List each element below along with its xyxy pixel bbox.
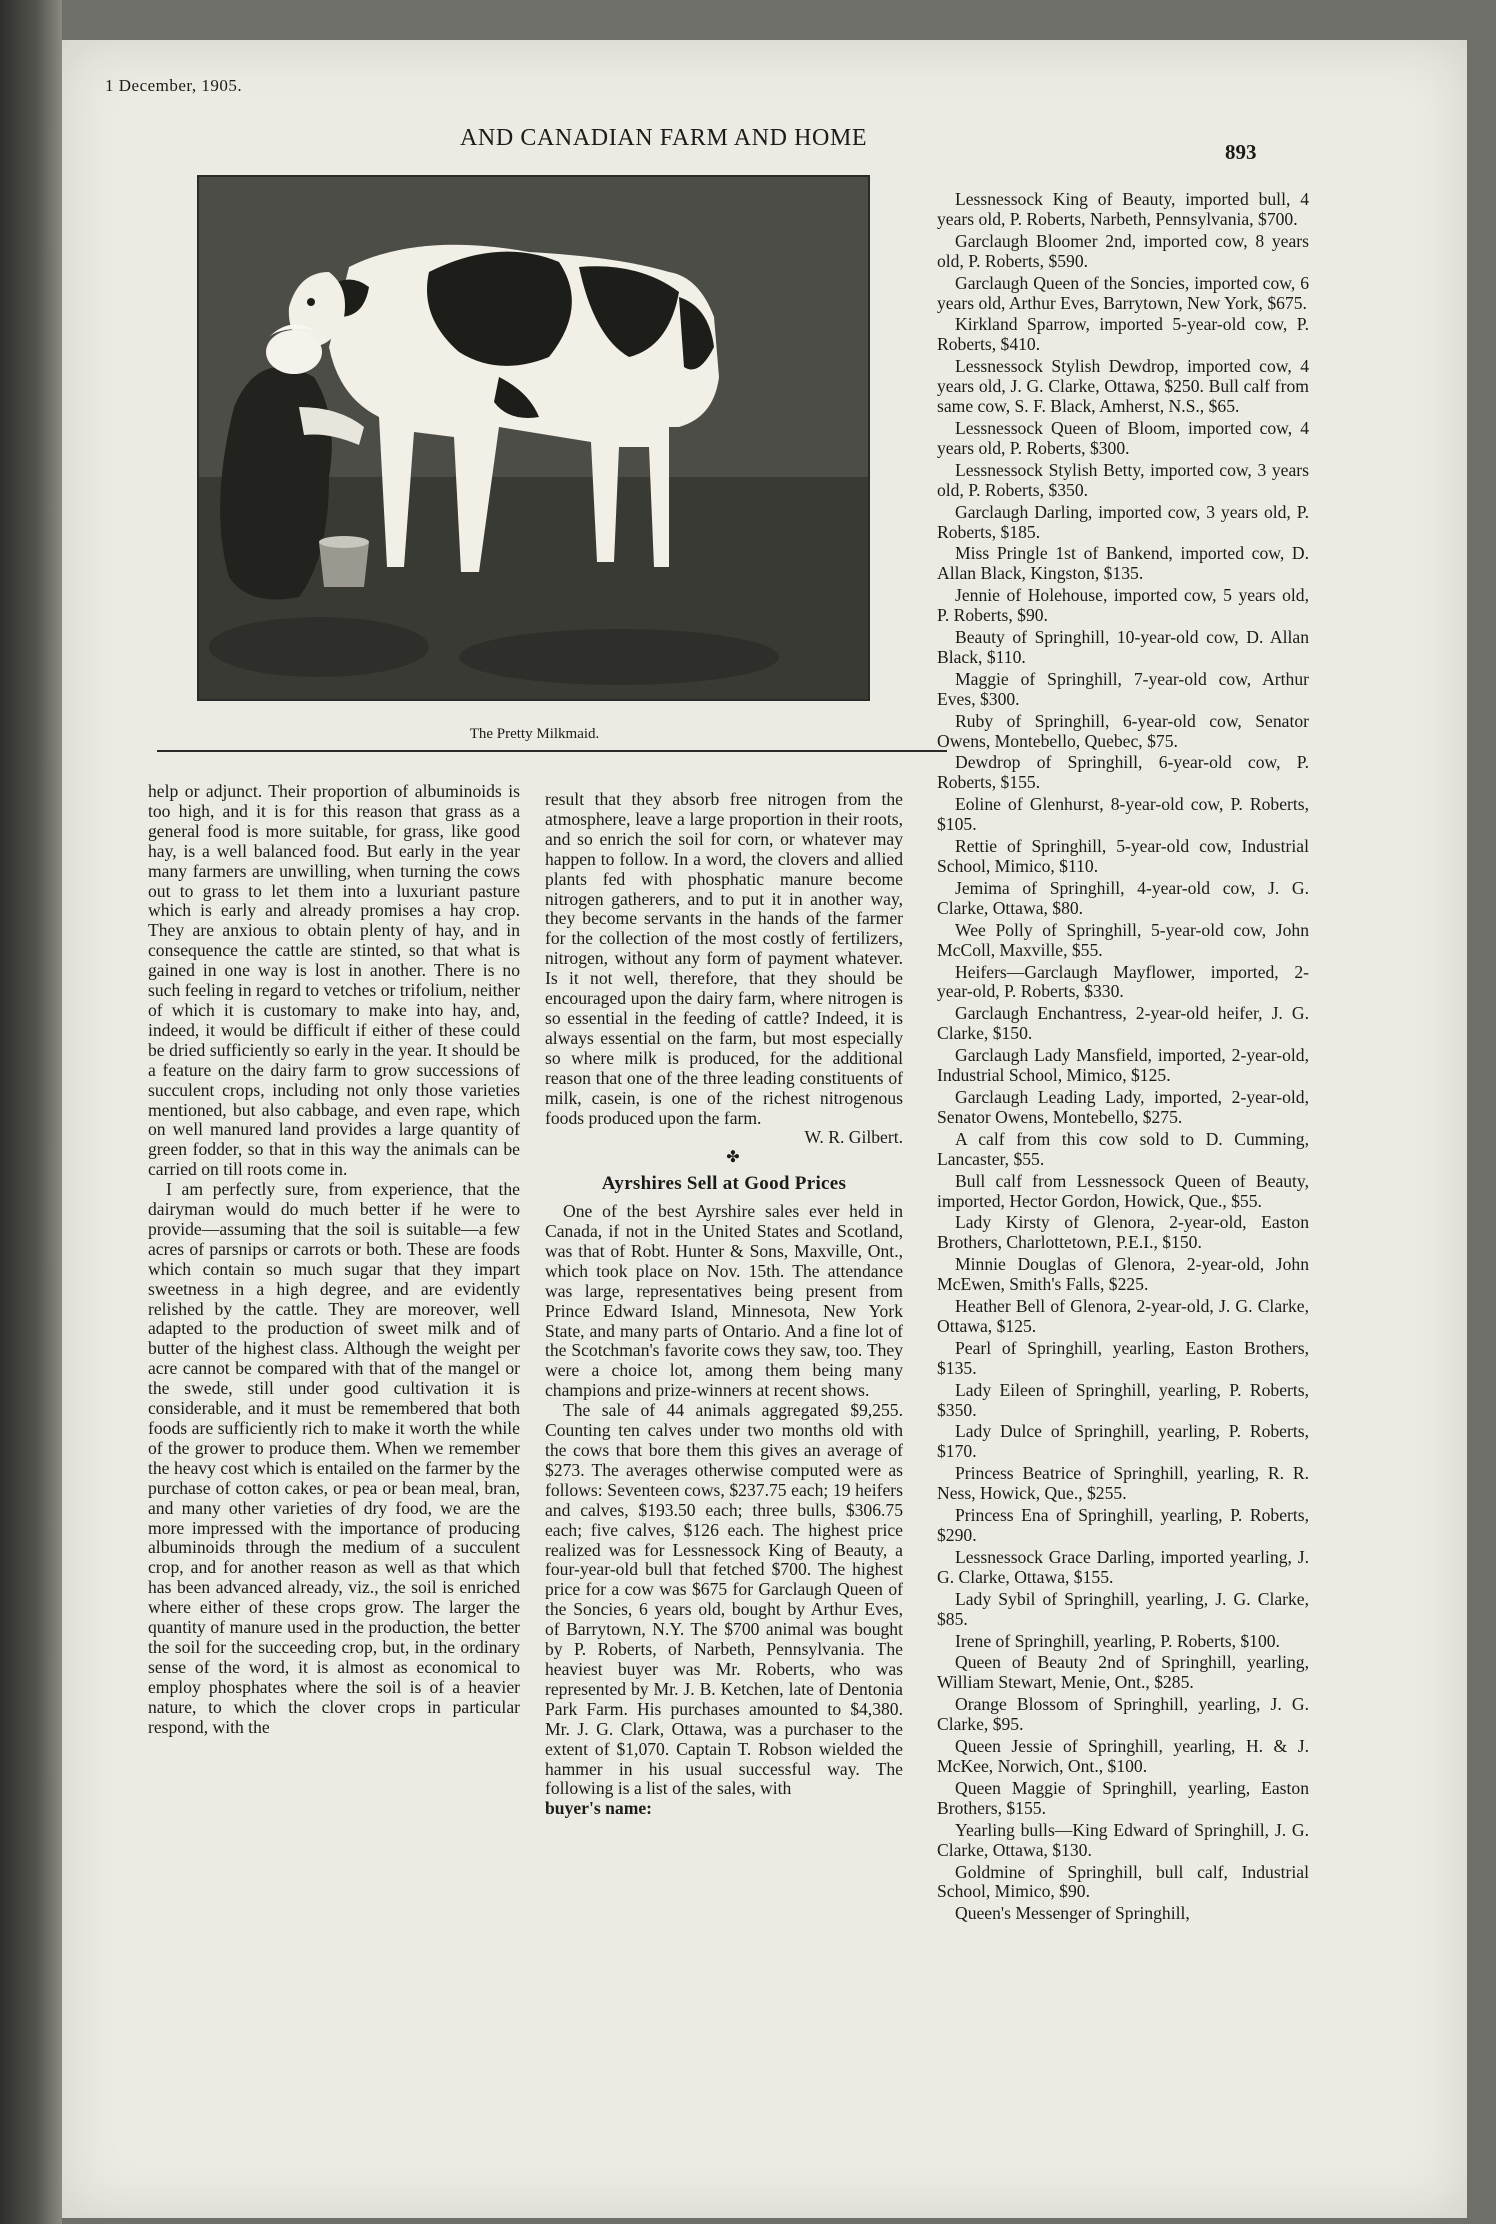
article-column-left <box>148 782 520 2102</box>
sale-entry: Lady Sybil of Springhill, yearling, J. G. Clarke, $85. <box>937 1588 1309 1629</box>
sale-entry: Dewdrop of Springhill, 6-year-old cow, P. Roberts, $155. <box>937 752 1309 793</box>
sale-entry: Eoline of Glenhurst, 8-year-old cow, P. Roberts, $105. <box>937 794 1309 835</box>
sale-entry: Kirkland Sparrow, imported 5-year-old cow, P. Roberts, $410. <box>937 314 1309 355</box>
sale-entry: Minnie Douglas of Glenora, 2-year-old, John McEwen, Smith's Falls, $225. <box>937 1254 1309 1295</box>
sale-entry: Pearl of Springhill, yearling, Easton Brothers, $135. <box>937 1337 1309 1378</box>
milkmaid-illustration <box>199 177 868 699</box>
sale-entry: Wee Polly of Springhill, 5-year-old cow, John McColl, Maxville, $55. <box>937 919 1309 960</box>
sale-entry: Jennie of Holehouse, imported cow, 5 years old, P. Roberts, $90. <box>937 585 1309 626</box>
sale-entry: Ruby of Springhill, 6-year-old cow, Senator Owens, Montebello, Quebec, $75. <box>937 710 1309 751</box>
sale-entry: Lessnessock Stylish Betty, imported cow, 3 years old, P. Roberts, $350. <box>937 459 1309 500</box>
sale-entry: Maggie of Springhill, 7-year-old cow, Arthur Eves, $300. <box>937 668 1309 709</box>
sale-entry: Garclaugh Enchantress, 2-year-old heifer, J. G. Clarke, $150. <box>937 1003 1309 1044</box>
sale-entry: Garclaugh Lady Mansfield, imported, 2-year-old, Industrial School, Mimico, $125. <box>937 1045 1309 1086</box>
sale-entry: Lessnessock Grace Darling, imported yearling, J. G. Clarke, Ottawa, $155. <box>937 1546 1309 1587</box>
section-heading: Ayrshires Sell at Good Prices <box>601 1173 847 1195</box>
sales-list-column <box>937 190 1309 2105</box>
photo-caption: The Pretty Milkmaid. <box>469 726 600 742</box>
sale-entry: Yearling bulls—King Edward of Springhill, J. G. Clarke, Ottawa, $130. <box>937 1819 1309 1860</box>
section-divider <box>157 750 947 752</box>
milkmaid-photo <box>197 175 870 701</box>
sale-entry: Lady Kirsty of Glenora, 2-year-old, Easton Brothers, Charlottetown, P.E.I., $150. <box>937 1212 1309 1253</box>
list-intro: buyer's name: <box>545 1798 653 1819</box>
sale-entry: Garclaugh Leading Lady, imported, 2-year-old, Senator Owens, Montebello, $275. <box>937 1086 1309 1127</box>
sale-entry: Garclaugh Queen of the Soncies, imported cow, 6 years old, Arthur Eves, Barrytown, New York, $675. <box>937 272 1309 313</box>
sale-entry: Orange Blossom of Springhill, yearling, J. G. Clarke, $95. <box>937 1694 1309 1735</box>
running-title: AND CANADIAN FARM AND HOME <box>460 125 868 151</box>
sale-entry: Heather Bell of Glenora, 2-year-old, J. G. Clarke, Ottawa, $125. <box>937 1296 1309 1336</box>
sale-entry: Princess Beatrice of Springhill, yearling, R. R. Ness, Howick, Que., $255. <box>937 1463 1309 1504</box>
article-column-middle <box>545 790 903 2105</box>
sale-entry: Queen Maggie of Springhill, yearling, Easton Brothers, $155. <box>937 1777 1309 1818</box>
sale-entry: Heifers—Garclaugh Mayflower, imported, 2-year-old, P. Roberts, $330. <box>937 961 1309 1002</box>
page-number: 893 <box>1225 140 1257 164</box>
paragraph: One of the best Ayrshire sales ever held in Canada, if not in the United States and Scotland, was that of Robt. Hunter & Sons, Maxville, Ont., which took place on Nov. 15th. The attendance was large, representatives being present from Prince Edward Island, Minnesota, New York State, and many parts of Ontario. And a fine lot of the Scotchman's favorite cows they saw, too. They were a choice lot, among them being many champions and prize-winners at recent shows. <box>545 1201 903 1401</box>
issue-date: 1 December, 1905. <box>105 76 243 95</box>
sale-entry: Lady Dulce of Springhill, yearling, P. Roberts, $170. <box>937 1421 1309 1462</box>
sale-entry: Lessnessock Stylish Dewdrop, imported cow, 4 years old, J. G. Clarke, Ottawa, $250. Bull calf from same cow, S. F. Black, Amherst, N.S., $65. <box>937 356 1309 417</box>
sale-entry: Bull calf from Lessnessock Queen of Beauty, imported, Hector Gordon, Howick, Que., $55. <box>937 1170 1309 1211</box>
sale-entry: Garclaugh Darling, imported cow, 3 years old, P. Roberts, $185. <box>937 501 1309 542</box>
sale-entry: Lessnessock King of Beauty, imported bull, 4 years old, P. Roberts, Narbeth, Pennsylvania, $700. <box>937 190 1309 229</box>
book-binding <box>0 0 62 2224</box>
sale-entry: Rettie of Springhill, 5-year-old cow, Industrial School, Mimico, $110. <box>937 836 1309 876</box>
sale-entry: Garclaugh Bloomer 2nd, imported cow, 8 years old, P. Roberts, $590. <box>937 230 1309 271</box>
sale-entry: Jemima of Springhill, 4-year-old cow, J. G. Clarke, Ottawa, $80. <box>937 877 1309 918</box>
sale-entry: Goldmine of Springhill, bull calf, Industrial School, Mimico, $90. <box>937 1861 1309 1902</box>
sale-entry: Princess Ena of Springhill, yearling, P. Roberts, $290. <box>937 1505 1309 1545</box>
sale-entry: Lessnessock Queen of Bloom, imported cow, 4 years old, P. Roberts, $300. <box>937 417 1309 458</box>
author-signature: W. R. Gilbert. <box>804 1127 903 1148</box>
sale-entry: Beauty of Springhill, 10-year-old cow, D. Allan Black, $110. <box>937 627 1309 667</box>
sale-entry: Miss Pringle 1st of Bankend, imported cow, D. Allan Black, Kingston, $135. <box>937 543 1309 584</box>
sale-entry: Lady Eileen of Springhill, yearling, P. Roberts, $350. <box>937 1379 1309 1420</box>
sale-entry: Irene of Springhill, yearling, P. Roberts, $100. <box>955 1630 1280 1651</box>
paragraph: The sale of 44 animals aggregated $9,255. Counting ten calves under two months old with the cows that bore them this gives an average of $273. The averages otherwise computed were as follows: Seventeen cows, $237.75 each; 19 heifers and calves, $193.50 each; three bulls, $306.75 each; five calves, $126 each. The highest price realized was for Lessnessock King of Beauty, a four-year-old bull that fetched $700. The highest price for a cow was $675 for Garclaugh Queen of the Soncies, 6 years old, bought by Arthur Eves, of Barrytown, N.Y. The $700 animal was bought by P. Roberts, of Narbeth, Pennsylvania. The heaviest buyer was Mr. Roberts, who was represented by Mr. J. B. Ketchen, late of Dentonia Park Farm. His purchases amounted to $4,380. Mr. J. G. Clark, Ottawa, was a purchaser to the extent of $1,070. Captain T. Robson wielded the hammer in his usual successful way. The following is a list of the sales, with <box>545 1400 903 1799</box>
sale-entry: Queen's Messenger of Springhill, <box>955 1903 1190 1924</box>
sale-entry: A calf from this cow sold to D. Cumming, Lancaster, $55. <box>937 1128 1309 1169</box>
sale-entry: Queen of Beauty 2nd of Springhill, yearling, William Stewart, Menie, Ont., $285. <box>937 1652 1309 1693</box>
paragraph: help or adjunct. Their proportion of albuminoids is too high, and it is for this reason that grass as a general food is more suitable, for grass, like good hay, is a well balanced food. But early in the year many farmers are unwilling, when turning the cows out to grass to let them into a luxuriant pasture which is early and already promises a hay crop. They are anxious to obtain plenty of hay, and in consequence the cattle are stinted, so that what is gained in one way is lost in another. There is no such feeling in regard to vetches or trifolium, neither of which it is customary to make into hay, and, indeed, it would be difficult if either of these could be dried sufficiently so early in the year. It should be a feature on the dairy farm to grow successions of succulent crops, including not only those varieties mentioned, but also cabbage, and even rape, which on well manured land provides a large quantity of green fodder, so that in this way the animals can be carried on till roots come in. <box>148 782 520 1180</box>
paragraph: I am perfectly sure, from experience, that the dairyman would do much better if he were to provide—assuming that the soil is suitable—a few acres of parsnips or carrots or both. These are foods which contain so much sugar that they impart sweetness in a high degree, and are evidently relished by the cattle. They are moreover, well adapted to the production of sweet milk and of butter of the highest class. Although the weight per acre cannot be compared with that of the mangel or the swede, still under good cultivation it is considerable, and it must be remembered that both foods are sufficiently rich to make it worth the while of the grower to produce them. When we remember the heavy cost which is entailed on the farmer by the purchase of cotton cakes, or pea or bean meal, bran, and many other varieties of dry food, we are the more impressed with the importance of producing albuminoids through the medium of a succulent crop, and for another reason as well as that which has been advanced already, viz., the soil is enriched where either of these crops grow. The larger the quantity of manure used in the production, the better the soil for the succeeding crop, but, in the ordinary sense of the word, it is almost as economical to employ phosphates where the soil is of a heavier nature, to which the clover crops in particular respond, with the <box>148 1179 520 1737</box>
fleuron-ornament: ✤ <box>726 1149 740 1167</box>
sale-entry: Queen Jessie of Springhill, yearling, H. & J. McKee, Norwich, Ont., $100. <box>937 1736 1309 1776</box>
paragraph: result that they absorb free nitrogen from the atmosphere, leave a large proportion in their roots, and so enrich the soil for corn, or whatever may happen to follow. In a word, the clovers and allied plants fed with phosphatic manure become nitrogen gatherers, and to put it in another way, they become servants in the hands of the farmer for the collection of the most costly of fertilizers, nitrogen, without any form of payment whatever. Is it not well, therefore, that they should be encouraged upon the dairy farm, where nitrogen is so essential in the feeding of cattle? Indeed, it is always essential on the farm, but most especially so where milk is produced, for the additional reason that one of the three leading constituents of milk, casein, is one of the richest nitrogenous foods produced upon the farm. <box>545 790 903 1128</box>
